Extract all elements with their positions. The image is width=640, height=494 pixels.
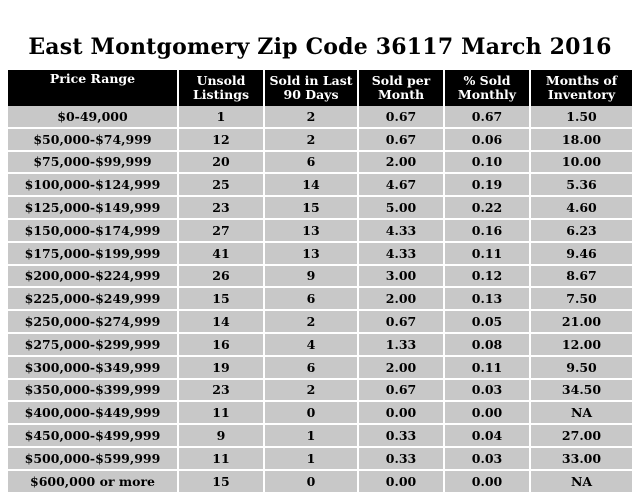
months-of-inventory-cell: 5.36 <box>530 173 632 196</box>
header-percent-sold-monthly: % Sold Monthly <box>444 70 530 106</box>
sold-per-month-cell: 0.67 <box>358 106 444 128</box>
unsold-listings-cell: 23 <box>178 379 264 402</box>
sold-last-90-days-cell: 9 <box>264 265 358 288</box>
sold-per-month-cell: 0.67 <box>358 379 444 402</box>
percent-sold-monthly-cell: 0.11 <box>444 356 530 379</box>
percent-sold-monthly-cell: 0.10 <box>444 151 530 174</box>
unsold-listings-cell: 26 <box>178 265 264 288</box>
percent-sold-monthly-cell: 0.16 <box>444 219 530 242</box>
page-title: East Montgomery Zip Code 36117 March 2016 <box>28 34 612 60</box>
months-of-inventory-cell: 10.00 <box>530 151 632 174</box>
sold-last-90-days-cell: 1 <box>264 447 358 470</box>
percent-sold-monthly-cell: 0.67 <box>444 106 530 128</box>
percent-sold-monthly-cell: 0.12 <box>444 265 530 288</box>
sold-last-90-days-cell: 0 <box>264 470 358 493</box>
sold-last-90-days-cell: 1 <box>264 424 358 447</box>
months-of-inventory-cell: 6.23 <box>530 219 632 242</box>
unsold-listings-cell: 15 <box>178 287 264 310</box>
percent-sold-monthly-cell: 0.06 <box>444 128 530 151</box>
sold-per-month-cell: 1.33 <box>358 333 444 356</box>
table-row <box>8 333 632 356</box>
price-range-cell: $125,000-$149,999 <box>8 196 178 219</box>
sold-per-month-cell: 0.67 <box>358 128 444 151</box>
unsold-listings-cell: 16 <box>178 333 264 356</box>
unsold-listings-cell: 25 <box>178 173 264 196</box>
unsold-listings-cell: 11 <box>178 447 264 470</box>
header-sold-last-90-days: Sold in Last 90 Days <box>264 70 358 106</box>
table-row <box>8 128 632 151</box>
months-of-inventory-cell: 7.50 <box>530 287 632 310</box>
table-row <box>8 106 632 128</box>
unsold-listings-cell: 15 <box>178 470 264 493</box>
sold-per-month-cell: 3.00 <box>358 265 444 288</box>
months-of-inventory-cell: NA <box>530 470 632 493</box>
sold-last-90-days-cell: 2 <box>264 310 358 333</box>
sold-last-90-days-cell: 4 <box>264 333 358 356</box>
header-months-of-inventory: Months of Inventory <box>530 70 632 106</box>
sold-per-month-cell: 0.33 <box>358 424 444 447</box>
sold-last-90-days-cell: 2 <box>264 106 358 128</box>
months-of-inventory-cell: 8.67 <box>530 265 632 288</box>
sold-last-90-days-cell: 2 <box>264 128 358 151</box>
price-range-cell: $200,000-$224,999 <box>8 265 178 288</box>
sold-last-90-days-cell: 0 <box>264 401 358 424</box>
unsold-listings-cell: 41 <box>178 242 264 265</box>
sold-per-month-cell: 2.00 <box>358 151 444 174</box>
price-range-cell: $450,000-$499,999 <box>8 424 178 447</box>
percent-sold-monthly-cell: 0.00 <box>444 470 530 493</box>
sold-per-month-cell: 2.00 <box>358 287 444 310</box>
percent-sold-monthly-cell: 0.13 <box>444 287 530 310</box>
price-range-cell: $175,000-$199,999 <box>8 242 178 265</box>
table-row <box>8 379 632 402</box>
table-row <box>8 470 632 493</box>
table-row <box>8 151 632 174</box>
table-row <box>8 424 632 447</box>
unsold-listings-cell: 23 <box>178 196 264 219</box>
percent-sold-monthly-cell: 0.19 <box>444 173 530 196</box>
table-body <box>8 106 632 493</box>
sold-last-90-days-cell: 13 <box>264 242 358 265</box>
unsold-listings-cell: 19 <box>178 356 264 379</box>
table-row <box>8 219 632 242</box>
sold-per-month-cell: 4.33 <box>358 219 444 242</box>
unsold-listings-cell: 11 <box>178 401 264 424</box>
header-price-range: Price Range <box>8 70 178 106</box>
unsold-listings-cell: 12 <box>178 128 264 151</box>
price-range-cell: $50,000-$74,999 <box>8 128 178 151</box>
table-row <box>8 310 632 333</box>
months-of-inventory-cell: 21.00 <box>530 310 632 333</box>
table-row <box>8 265 632 288</box>
table-header <box>8 70 632 106</box>
sold-last-90-days-cell: 14 <box>264 173 358 196</box>
percent-sold-monthly-cell: 0.03 <box>444 447 530 470</box>
sold-per-month-cell: 4.33 <box>358 242 444 265</box>
header-sold-per-month: Sold per Month <box>358 70 444 106</box>
unsold-listings-cell: 14 <box>178 310 264 333</box>
table-row <box>8 196 632 219</box>
unsold-listings-cell: 27 <box>178 219 264 242</box>
sold-per-month-cell: 5.00 <box>358 196 444 219</box>
percent-sold-monthly-cell: 0.04 <box>444 424 530 447</box>
months-of-inventory-cell: 12.00 <box>530 333 632 356</box>
percent-sold-monthly-cell: 0.11 <box>444 242 530 265</box>
sold-last-90-days-cell: 6 <box>264 151 358 174</box>
price-range-cell: $275,000-$299,999 <box>8 333 178 356</box>
price-range-cell: $350,000-$399,999 <box>8 379 178 402</box>
sold-per-month-cell: 4.67 <box>358 173 444 196</box>
price-range-cell: $400,000-$449,999 <box>8 401 178 424</box>
months-of-inventory-cell: 18.00 <box>530 128 632 151</box>
percent-sold-monthly-cell: 0.00 <box>444 401 530 424</box>
percent-sold-monthly-cell: 0.22 <box>444 196 530 219</box>
months-of-inventory-cell: 9.46 <box>530 242 632 265</box>
months-of-inventory-cell: NA <box>530 401 632 424</box>
header-row <box>8 70 632 106</box>
table-row <box>8 401 632 424</box>
sold-per-month-cell: 2.00 <box>358 356 444 379</box>
sold-last-90-days-cell: 15 <box>264 196 358 219</box>
header-unsold-listings: Unsold Listings <box>178 70 264 106</box>
percent-sold-monthly-cell: 0.05 <box>444 310 530 333</box>
months-of-inventory-cell: 33.00 <box>530 447 632 470</box>
months-of-inventory-cell: 1.50 <box>530 106 632 128</box>
table-row <box>8 242 632 265</box>
percent-sold-monthly-cell: 0.08 <box>444 333 530 356</box>
percent-sold-monthly-cell: 0.03 <box>444 379 530 402</box>
price-range-cell: $500,000-$599,999 <box>8 447 178 470</box>
sold-per-month-cell: 0.00 <box>358 401 444 424</box>
months-of-inventory-cell: 34.50 <box>530 379 632 402</box>
sold-last-90-days-cell: 6 <box>264 356 358 379</box>
table-row <box>8 287 632 310</box>
months-of-inventory-cell: 27.00 <box>530 424 632 447</box>
table-row <box>8 356 632 379</box>
sold-last-90-days-cell: 6 <box>264 287 358 310</box>
sold-per-month-cell: 0.67 <box>358 310 444 333</box>
price-range-cell: $300,000-$349,999 <box>8 356 178 379</box>
price-range-cell: $150,000-$174,999 <box>8 219 178 242</box>
price-range-cell: $250,000-$274,999 <box>8 310 178 333</box>
price-range-cell: $225,000-$249,999 <box>8 287 178 310</box>
months-of-inventory-cell: 9.50 <box>530 356 632 379</box>
price-range-cell: $75,000-$99,999 <box>8 151 178 174</box>
price-range-cell: $600,000 or more <box>8 470 178 493</box>
sold-last-90-days-cell: 13 <box>264 219 358 242</box>
price-range-cell: $0-49,000 <box>8 106 178 128</box>
unsold-listings-cell: 20 <box>178 151 264 174</box>
inventory-table <box>8 70 632 494</box>
sold-last-90-days-cell: 2 <box>264 379 358 402</box>
sold-per-month-cell: 0.33 <box>358 447 444 470</box>
price-range-cell: $100,000-$124,999 <box>8 173 178 196</box>
table-row <box>8 447 632 470</box>
table-row <box>8 173 632 196</box>
unsold-listings-cell: 9 <box>178 424 264 447</box>
unsold-listings-cell: 1 <box>178 106 264 128</box>
months-of-inventory-cell: 4.60 <box>530 196 632 219</box>
sold-per-month-cell: 0.00 <box>358 470 444 493</box>
